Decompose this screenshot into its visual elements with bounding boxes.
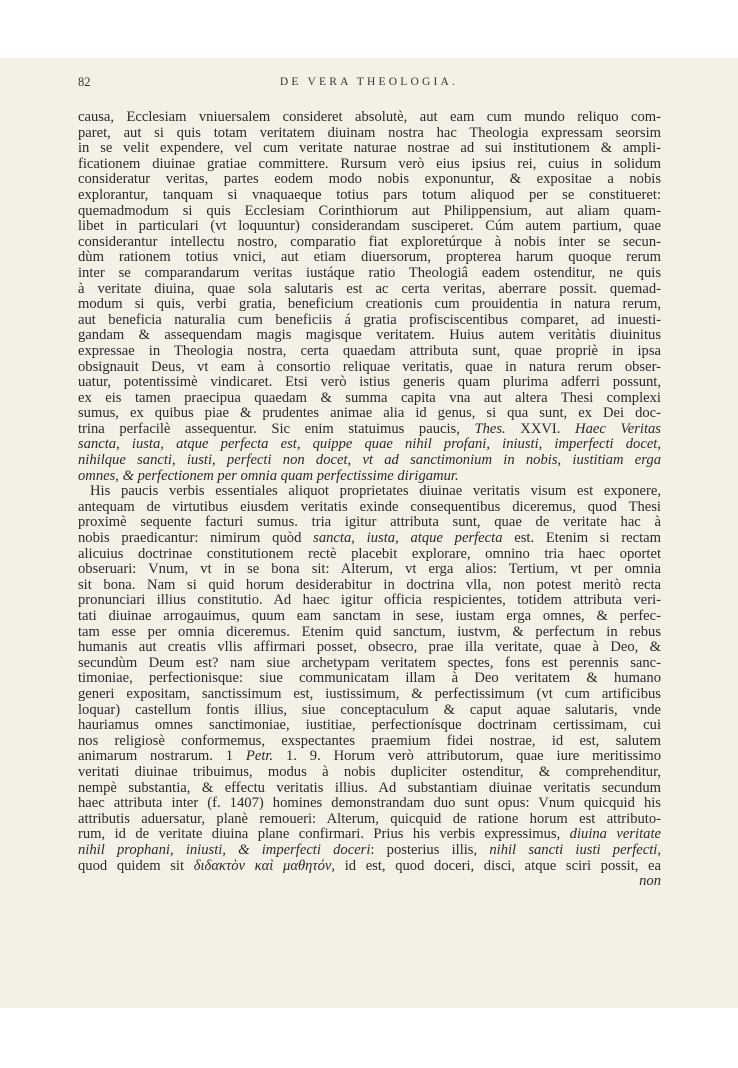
text-line bbox=[78, 625, 661, 641]
text-segment: 1. 9. Horum verò attributorum, quae iure meritissimo bbox=[273, 748, 662, 765]
text-line bbox=[78, 126, 661, 142]
text-segment: dùm rationem totius vnici, aut etiam diuersorum, propterea harum quoque rerum bbox=[78, 249, 661, 266]
text-segment: trina perfacilè assequentur. Sic enim statuimus paucis, bbox=[78, 420, 475, 437]
text-line bbox=[78, 328, 661, 344]
text-line bbox=[78, 874, 661, 890]
italic-segment: nihil sancti iusti perfecti bbox=[489, 841, 658, 858]
text-segment: timoniae, perfectionisque: siue communicatam illam à Deo veritatem & humano bbox=[78, 670, 661, 687]
text-segment: hauriamus omnes sanctimoniae, iustitiae, perfectionísque doctrinam certissimam, cui bbox=[78, 717, 661, 734]
text-line bbox=[78, 110, 661, 126]
text-segment: obsignauit Deus, vt eam à consortio reliquae veritatis, quae in natura rerum obser- bbox=[78, 358, 661, 375]
italic-segment: Haec Veritas bbox=[575, 420, 661, 437]
text-line bbox=[78, 593, 661, 609]
text-segment: considerantur intellectu nostro, comparatio fiat exploretúrque à nobis inter se secun- bbox=[78, 233, 661, 250]
italic-segment: omnes, & perfectionem per omnia quam perfectissime dirigamur. bbox=[78, 467, 459, 484]
text-segment: quod quidem sit bbox=[78, 857, 194, 874]
text-segment: : posterius illis, bbox=[370, 841, 490, 858]
text-line bbox=[78, 781, 661, 797]
text-line bbox=[78, 266, 661, 282]
text-line bbox=[78, 515, 661, 531]
text-segment: consideratur veritas, partes eodem modo nobis exponuntur, & expositae a nobis bbox=[78, 171, 661, 188]
text-segment: His paucis verbis essentiales aliquot proprietates diuinae veritatis visum est exponere, bbox=[90, 483, 661, 500]
text-segment: humanis aut creatis vllis affirmari posset, obsecro, prae illa veritate, quae à Deo, & bbox=[78, 639, 661, 656]
text-segment: XXVI. bbox=[505, 420, 576, 437]
text-segment: modum si quis, verbi gratia, beneficium creationis cum prouidentia in natura rerum, bbox=[78, 296, 661, 313]
italic-segment: Petr. bbox=[245, 748, 274, 765]
text-line bbox=[78, 172, 661, 188]
text-line bbox=[78, 531, 661, 547]
page-number: 82 bbox=[78, 75, 91, 89]
text-line bbox=[78, 453, 661, 469]
italic-segment: Thes. bbox=[474, 420, 506, 437]
text-segment: haec attributa inter (f. 1407) homines demonstrandam duo sunt opus: Vnum quicquid his bbox=[78, 795, 661, 812]
running-head: DE VERA THEOLOGIA. bbox=[279, 76, 459, 88]
text-segment: loquar) castellum fontis illius, siue conceptaculum & caput aquae salutaris, vnde bbox=[78, 701, 661, 718]
page-header bbox=[78, 75, 660, 95]
text-line bbox=[78, 235, 661, 251]
text-segment: sit bona. Nam si quid horum desiderabitur in doctrina vlla, non potest meritò recta bbox=[78, 576, 661, 593]
text-segment: expressae in Theologia nostra, certa quaedam attributa sunt, quae propriè in ipsa bbox=[78, 342, 661, 359]
text-line bbox=[78, 562, 661, 578]
text-segment: , id est, quod doceri, disci, atque sciri possit, ea bbox=[331, 857, 661, 874]
text-segment: in se velit expendere, vel cum veritate naturae nostrae ad sui institutionem & ampli- bbox=[78, 140, 661, 157]
text-segment: veritati diuinae tribuimus, modus à nobis dupliciter ostenditur, & comprehenditur, bbox=[78, 763, 661, 780]
text-segment: alicuius doctrinae constitutionem rectè placebit explorare, omnino tria haec oportet bbox=[78, 545, 661, 562]
text-line bbox=[78, 749, 661, 765]
text-line bbox=[78, 141, 661, 157]
text-segment: causa, Ecclesiam vniuersalem consideret absolutè, aut eam cum mundo reliquo com- bbox=[78, 109, 661, 125]
text-segment: animarum nostrarum. 1 bbox=[78, 748, 246, 765]
text-segment: obseruari: Vnum, vt in se bona sit: Alterum, vt erga alios: Tertium, vt per omnia bbox=[78, 561, 661, 578]
italic-segment: sancta, iusta, atque perfecta est, quippe quae nihil profani, iniusti, imperfecti docet, bbox=[78, 436, 661, 453]
italic-segment: nihilque sancti, iusti, perfecti non docet, vt ad sanctimonium in nobis, iustitiam erga bbox=[78, 452, 661, 469]
text-segment: pronunciari illius constitutio. Ad haec igitur officia respicientes, totidem attributa veri- bbox=[78, 592, 661, 609]
text-line bbox=[78, 204, 661, 220]
text-line bbox=[78, 734, 661, 750]
text-line bbox=[78, 188, 661, 204]
text-line bbox=[78, 796, 661, 812]
text-line bbox=[78, 765, 661, 781]
text-line bbox=[78, 609, 661, 625]
text-line bbox=[78, 640, 661, 656]
text-line bbox=[78, 578, 661, 594]
italic-segment: diuina veritate bbox=[569, 826, 661, 843]
text-segment: paret, aut si quis totam veritatem diuinam nostra hac Theologia expressam seorsim bbox=[78, 124, 661, 141]
text-line bbox=[78, 422, 661, 438]
italic-segment: atque perfecta bbox=[410, 530, 503, 547]
text-line bbox=[78, 703, 661, 719]
text-segment: secundùm Deum est? nam siue archetypam veritatem spectes, fons est perennis sanc- bbox=[78, 654, 661, 671]
text-segment: antequam de virtutibus eiusdem veritatis exinde consequentibus diceremus, quod Thesi bbox=[78, 498, 661, 515]
text-line bbox=[78, 375, 661, 391]
text-line bbox=[78, 827, 661, 843]
text-segment: nobis praedicantur: nimirum quòd bbox=[78, 530, 314, 547]
italic-segment: sancta bbox=[313, 530, 352, 547]
text-segment: nempè substantia, & effectu veritatis illius. Ad substantiam diuinae veritatis secundum bbox=[78, 779, 661, 796]
text-line bbox=[78, 250, 661, 266]
text-line bbox=[78, 344, 661, 360]
text-line bbox=[78, 406, 661, 422]
italic-segment: non bbox=[639, 873, 661, 890]
text-line bbox=[78, 859, 661, 875]
text-segment: aut beneficia naturalia cum beneficiis á gratia profisciscentibus comparet, ad inuesti- bbox=[78, 311, 661, 328]
text-line bbox=[78, 360, 661, 376]
text-line bbox=[78, 437, 661, 453]
text-line bbox=[78, 219, 661, 235]
text-segment: ficationem diuinae gratiae committere. Rursum verò eius ipsius rei, cuius in solidum bbox=[78, 155, 661, 172]
text-segment: uatur, potentissimè vindicaret. Etsi verò istius generis quam plurima adferri possunt, bbox=[78, 374, 661, 391]
text-segment: inter se comparandarum veritas iustáque ratio Theologiâ eadem ostenditur, ne quis bbox=[78, 264, 661, 281]
text-line bbox=[78, 687, 661, 703]
text-line bbox=[78, 484, 661, 500]
text-line bbox=[78, 812, 661, 828]
text-segment: à veritate diuina, quae sola salutaris est ac certa veritas, aberrare possit. quemad- bbox=[78, 280, 661, 297]
text-segment: attributis aduersatur, planè remoueri: Alterum, quicquid de ratione horum est attributo- bbox=[78, 810, 661, 827]
text-segment: sumus, ex quibus piae & prudentes animae alia id genus, si qua sunt, ex Dei doc- bbox=[78, 405, 661, 422]
text-line bbox=[78, 282, 661, 298]
text-segment: gandam & assequendam magis magisque veritatem. Huius autem veritàtis diuinitus bbox=[78, 327, 661, 344]
text-line bbox=[78, 313, 661, 329]
text-segment: libet in particulari (vt loquuntur) considerandam susciperet. Cúm autem partium, quae bbox=[78, 218, 661, 235]
text-segment: , bbox=[657, 841, 661, 858]
text-line bbox=[78, 297, 661, 313]
body-text bbox=[78, 110, 661, 890]
text-segment: proximè sequente facturi sumus. tria igitur attributa sunt, quae de veritate hac à bbox=[78, 514, 661, 531]
text-segment: tati diuinae arrogauimus, quum eam sanctam in sese, iustam erga omnes, & perfec- bbox=[78, 608, 661, 624]
text-segment: explorantur, tanquam si vnaquaeque totius pars totum aliquod per se constitueret: bbox=[78, 186, 661, 203]
text-line bbox=[78, 500, 661, 516]
text-line bbox=[78, 157, 661, 173]
italic-segment: iusta bbox=[366, 530, 396, 547]
text-line bbox=[78, 547, 661, 563]
text-line bbox=[78, 656, 661, 672]
text-segment: quemadmodum si quis Ecclesiam Corinthiorum aut Philippensium, aut aliam quam- bbox=[78, 202, 661, 219]
text-line bbox=[78, 469, 661, 485]
text-segment: tam esse per omnia diceremus. Etenim quid sanctum, iustvm, & perfectum in rebus bbox=[78, 623, 661, 640]
text-segment: rum, id de veritate diuina plane confirmari. Prius his verbis expressimus, bbox=[78, 826, 570, 843]
text-segment: ex eis tamen praecipua quaedam & summa capita vna aut altera Thesi complexi bbox=[78, 389, 661, 406]
text-line bbox=[78, 718, 661, 734]
text-line bbox=[78, 391, 661, 407]
text-segment: , bbox=[395, 530, 411, 547]
text-line bbox=[78, 671, 661, 687]
text-segment: nos religiosè conformemus, exspectantes praemium fidei nostrae, id est, salutem bbox=[78, 732, 661, 749]
text-segment: generi expositam, sanctissimum est, iustissimum, & perfectissimum (vt cum artificibus bbox=[78, 685, 661, 702]
text-segment: est. Etenim si rectam bbox=[502, 530, 662, 547]
italic-segment: nihil prophani, iniusti, & imperfecti doceri bbox=[78, 841, 371, 858]
book-page bbox=[0, 58, 738, 1008]
text-line bbox=[78, 843, 661, 859]
italic-segment: διδακτὸν καὶ μαθητόν bbox=[193, 857, 332, 874]
text-segment: , bbox=[351, 530, 367, 547]
